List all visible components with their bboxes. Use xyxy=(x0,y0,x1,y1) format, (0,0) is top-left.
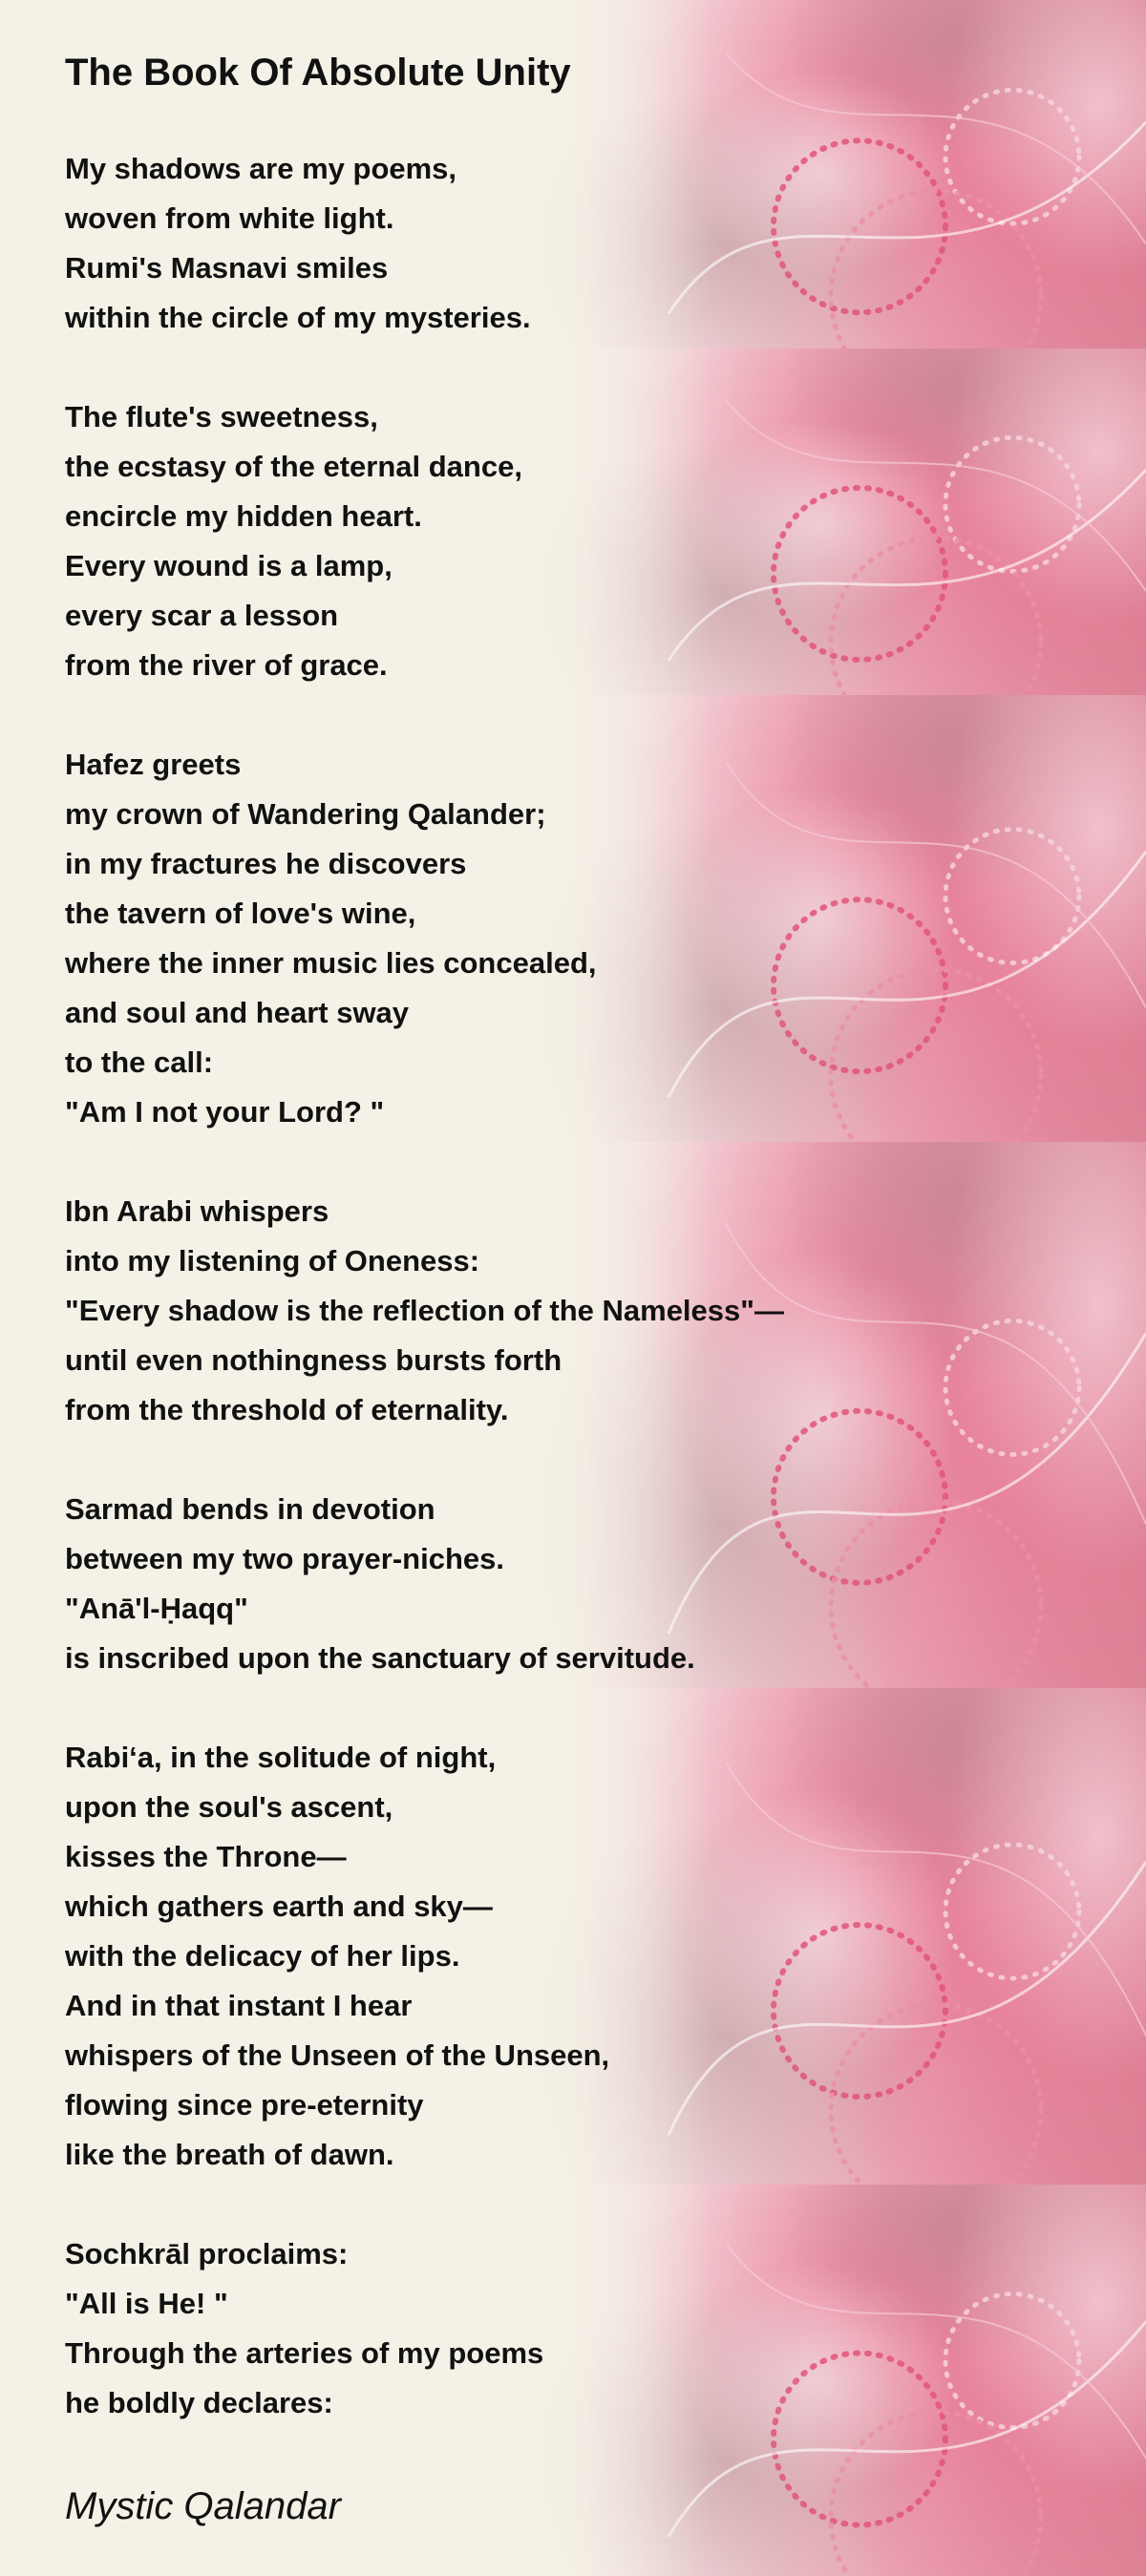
poem-line: where the inner music lies concealed, xyxy=(65,946,597,980)
poem-line: flowing since pre-eternity xyxy=(65,2088,424,2122)
poem-line: in my fractures he discovers xyxy=(65,847,467,880)
poem-line: kisses the Throne— xyxy=(65,1840,347,1873)
poem-title: The Book Of Absolute Unity xyxy=(65,52,571,94)
poem-line: from the river of grace. xyxy=(65,648,388,682)
poem-line: he boldly declares: xyxy=(65,2386,333,2419)
poem-author: Mystic Qalandar xyxy=(65,2485,341,2527)
poem-line: within the circle of my mysteries. xyxy=(65,301,531,334)
poem-line: with the delicacy of her lips. xyxy=(65,1939,460,1973)
poem-line: from the threshold of eternality. xyxy=(65,1393,509,1426)
poem-line: to the call: xyxy=(65,1045,214,1079)
poem-line: the tavern of love's wine, xyxy=(65,897,416,930)
poem-line: "All is He! " xyxy=(65,2287,228,2320)
poem-line: whispers of the Unseen of the Unseen, xyxy=(65,2038,610,2072)
poem-line: Rumi's Masnavi smiles xyxy=(65,251,389,285)
poem-line: And in that instant I hear xyxy=(65,1989,413,2022)
poem-line: Sochkrāl proclaims: xyxy=(65,2237,349,2270)
poem-line: until even nothingness bursts forth xyxy=(65,1343,562,1377)
poem-line: "Am I not your Lord? " xyxy=(65,1095,385,1129)
poem-line: the ecstasy of the eternal dance, xyxy=(65,450,522,483)
poem-line: Hafez greets xyxy=(65,748,242,781)
poem-line: into my listening of Oneness: xyxy=(65,1244,480,1277)
poem-line: "Anā'l-Ḥaqq" xyxy=(65,1592,248,1625)
poem-line: Ibn Arabi whispers xyxy=(65,1194,329,1228)
poem-line: like the breath of dawn. xyxy=(65,2138,394,2171)
poem-line: upon the soul's ascent, xyxy=(65,1790,393,1824)
poem-line: between my two prayer-niches. xyxy=(65,1542,504,1575)
poem-line: woven from white light. xyxy=(65,201,394,235)
poem-line: The flute's sweetness, xyxy=(65,400,378,433)
poem-line: encircle my hidden heart. xyxy=(65,499,422,533)
poem-line: my crown of Wandering Qalander; xyxy=(65,797,546,831)
poem-line: Sarmad bends in devotion xyxy=(65,1492,435,1526)
poem-line: every scar a lesson xyxy=(65,599,339,632)
poem-line: "Every shadow is the reflection of the Nameless"— xyxy=(65,1294,784,1327)
poem-line: My shadows are my poems, xyxy=(65,152,457,185)
poem-line: and soul and heart sway xyxy=(65,996,410,1029)
poem-line: Through the arteries of my poems xyxy=(65,2336,544,2370)
poem-line: Rabi‘a, in the solitude of night, xyxy=(65,1741,497,1774)
poem-line: is inscribed upon the sanctuary of servitude. xyxy=(65,1641,695,1675)
poem-line: which gathers earth and sky— xyxy=(65,1890,493,1923)
poem-line: Every wound is a lamp, xyxy=(65,549,393,582)
